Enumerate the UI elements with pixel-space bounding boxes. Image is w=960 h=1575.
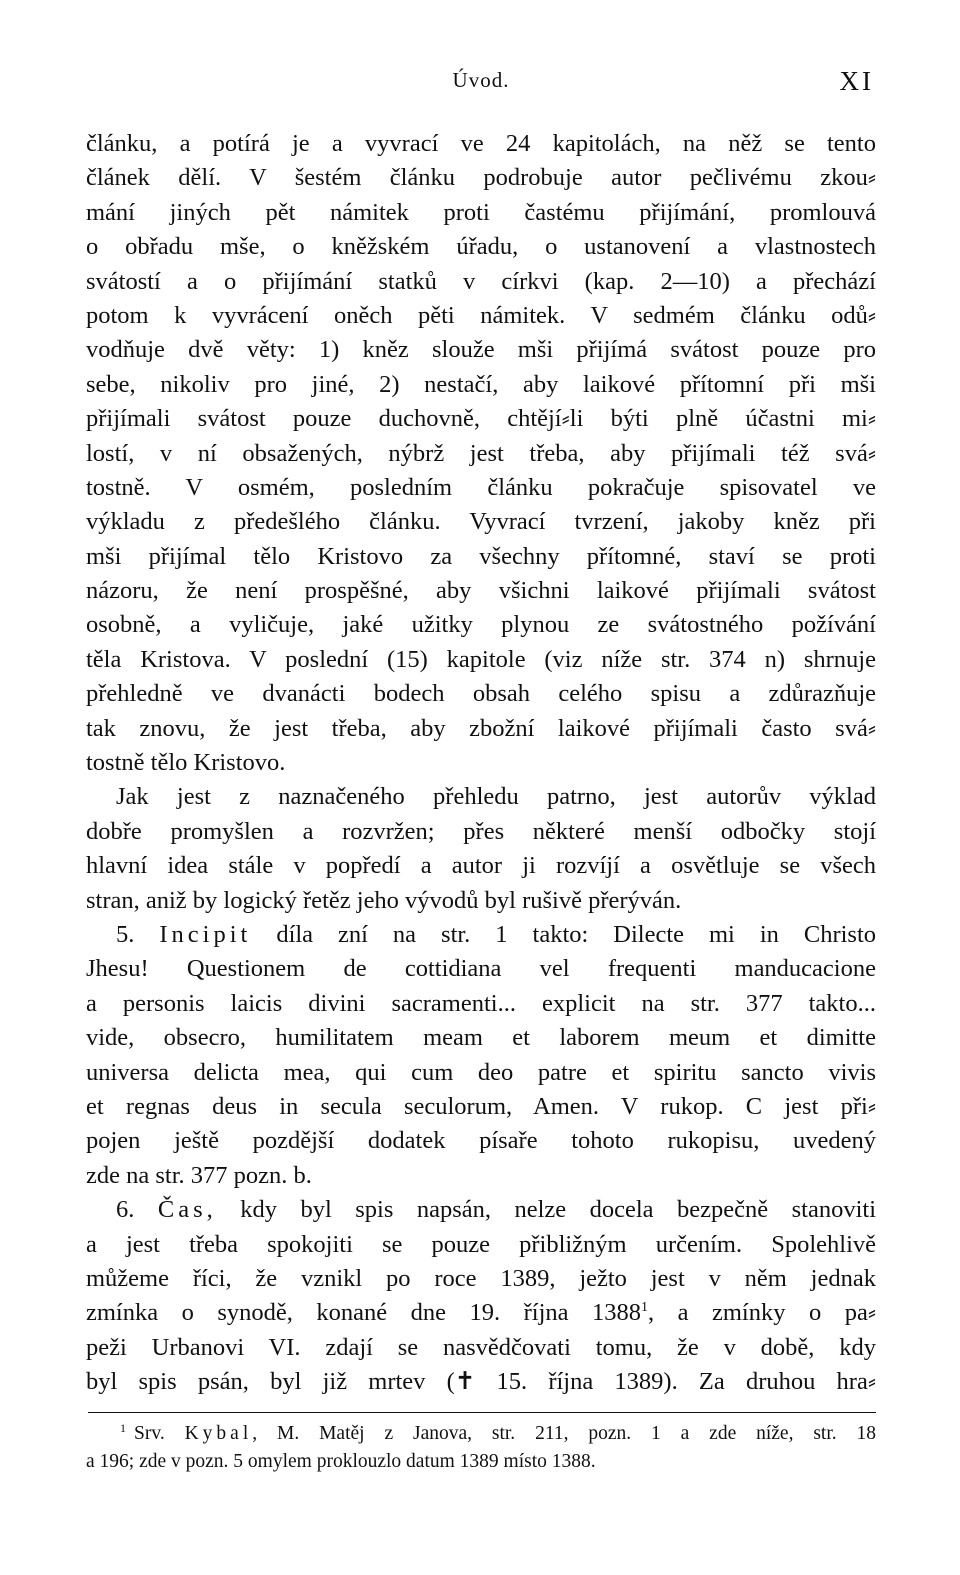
text-line: byl spis psán, byl již mrtev (✝ 15. října 1389). Za druhou hra⸗	[86, 1368, 876, 1396]
text-line: článek dělí. V šestém článku podrobuje autor pečlivému zkou⸗	[86, 164, 876, 192]
section-number: 6.	[116, 1196, 135, 1224]
text-line: a jest třeba spokojiti se pouze přibližným určením. Spolehlivě	[86, 1230, 876, 1258]
text-line: potom k vyvrácení oněch pěti námitek. V sedmém článku odů⸗	[86, 301, 876, 329]
text-line: mání jiných pět námitek proti častému přijímání, promlouvá	[86, 198, 876, 226]
text-line: názoru, že není prospěšné, aby všichni laikové přijímali svátost	[86, 577, 876, 605]
text-line: stran, aniž by logický řetěz jeho vývodů byl rušivě přerýván.	[86, 886, 682, 914]
footnote-text: , M. Matěj z Janova, str. 211, pozn. 1 a zde níže, str. 18	[252, 1423, 877, 1444]
text-line: pojen ještě pozdější dodatek písaře tohoto rukopisu, uvedený	[86, 1127, 876, 1155]
section-number: 5.	[116, 920, 135, 948]
text-line: článku, a potírá je a vyvrací ve 24 kapitolách, na něž se tento	[86, 130, 876, 157]
text-line: a personis laicis divini sacramenti... explicit na str. 377 takto...	[86, 989, 876, 1017]
text-line: dobře promyšlen a rozvržen; přes některé menší odbočky stojí	[86, 817, 876, 845]
text-line: můžeme říci, že vznikl po roce 1389, ježto jest v něm jednak	[86, 1264, 876, 1292]
footnote-line: a 196; zde v pozn. 5 omylem proklouzlo datum 1389 místo 1388.	[86, 1451, 596, 1472]
text-line: tostně. V osmém, posledním článku pokračuje spisovatel ve	[86, 473, 876, 501]
footnote-mark: 1	[120, 1421, 126, 1435]
text-line: sebe, nikoliv pro jiné, 2) nestačí, aby laikové přítomní při mši	[86, 370, 876, 398]
footnote-text: Srv.	[134, 1423, 165, 1444]
running-title: Úvod.	[452, 68, 510, 92]
text-line: hlavní idea stále v popředí a autor ji rozvíjí a osvětluje se všech	[86, 852, 876, 880]
page-number: XI	[839, 66, 874, 96]
text-line: vide, obsecro, humilitatem meam et laborem meum et dimitte	[86, 1024, 876, 1052]
text-line: přehledně ve dvanácti bodech obsah celého spisu a zdůrazňuje	[86, 680, 876, 708]
text-line: vodňuje dvě věty: 1) kněz slouže mši přijímá svátost pouze pro	[86, 336, 876, 364]
footnote-author: Kybal	[184, 1423, 253, 1444]
text-fragment: díla zní na str. 1 takto: Dilecte mi in Christo	[276, 920, 877, 948]
text-line: Jak jest z naznačeného přehledu patrno, jest autorův výklad	[116, 783, 876, 811]
footnote-line	[86, 1420, 876, 1448]
text-line: osobně, a vyličuje, jaké užitky plynou ze svátostného požívání	[86, 611, 876, 639]
footnotes	[86, 1420, 876, 1476]
text-line	[86, 918, 876, 952]
text-line: Jhesu! Questionem de cottidiana vel frequenti manducacione	[86, 955, 876, 983]
text-line: přijímali svátost pouze duchovně, chtějí⸗li býti plně účastni mi⸗	[86, 405, 876, 433]
footnote-divider	[88, 1412, 876, 1413]
spaced-term: Čas,	[157, 1196, 217, 1224]
text-line: zde na str. 377 pozn. b.	[86, 1161, 312, 1189]
text-line: těla Kristova. V poslední (15) kapitole (viz níže str. 374 n) shrnuje	[86, 645, 876, 673]
body-text	[86, 127, 876, 1399]
text-line: tostně tělo Kristovo.	[86, 749, 286, 777]
text-fragment: , a zmínky o pa⸗	[648, 1299, 876, 1327]
footnote-reference: 1	[641, 1300, 648, 1316]
text-line: peži Urbanovi VI. zdají se nasvědčovati tomu, že v době, kdy	[86, 1333, 876, 1361]
spaced-term: Incipit	[159, 920, 252, 948]
text-line: lostí, v ní obsažených, nýbrž jest třeba, aby přijímali též svá⸗	[86, 439, 876, 467]
text-fragment: zmínka o synodě, konané dne 19. října 1388	[86, 1299, 641, 1327]
text-line: universa delicta mea, qui cum deo patre et spiritu sancto vivis	[86, 1058, 876, 1086]
text-line	[86, 1296, 876, 1330]
running-head	[86, 62, 876, 98]
text-line: o obřadu mše, o kněžském úřadu, o ustanovení a vlastnostech	[86, 233, 876, 261]
text-line: výkladu z předešlého článku. Vyvrací tvrzení, jakoby kněz při	[86, 508, 876, 536]
text-line	[86, 1193, 876, 1227]
text-line: et regnas deus in secula seculorum, Amen. V rukop. C jest při⸗	[86, 1092, 876, 1120]
text-line: mši přijímal tělo Kristovo za všechny přítomné, staví se proti	[86, 542, 876, 570]
text-line: tak znovu, že jest třeba, aby zbožní laikové přijímali často svá⸗	[86, 714, 876, 742]
text-fragment: kdy byl spis napsán, nelze docela bezpečně stanoviti	[240, 1196, 877, 1224]
text-line: svátostí a o přijímání statků v církvi (kap. 2—10) a přechází	[86, 267, 876, 295]
